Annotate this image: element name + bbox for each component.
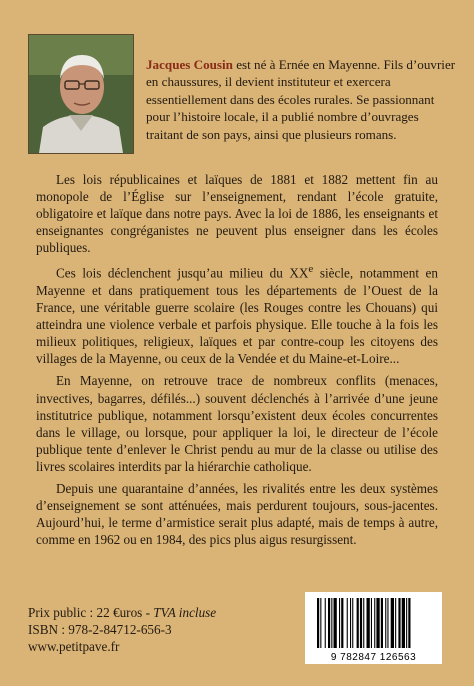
author-photo [28,34,134,154]
author-bio-text: est né à Ernée en Mayenne. Fils d’ouvrier en chaussures, il devient instituteur et exercera essentiellement dans des écoles rurales. Se passionnant pour l’histoire locale, il a publié nombre d’ouvrages traitant de son pays, ainsi que plusieurs romans. [146,57,456,142]
summary-paragraph-4: Depuis une quarantaine d’années, les rivalités entre les deux systèmes d’enseignement se sont atténuées, mais perdurent toujours, sous-jacentes. Aujourd’hui, le terme d’armistice serait plus adapté, mais de temps à autre, comme en 1962 ou en 1984, des pics plus aigus resurgissent. [36,480,438,548]
back-cover-summary [36,171,438,553]
author-name: Jacques Cousin [146,57,233,72]
publication-info [28,604,278,656]
barcode-digits: 9 782847 126563 [330,652,417,663]
isbn: ISBN : 978-2-84712-656-3 [28,622,172,638]
summary-paragraph-3: En Mayenne, on retrouve trace de nombreux conflits (menaces, invectives, bagarres, défilés...) souvent déclenchés à l’arrivée d’une jeune institutrice publique, notamment lorsqu’existent deux écoles concurrentes dans le village, ou lorsque, pour appliquer la loi, le directeur de l’école publique tente d’enlever le Christ pendu au mur de la classe ou utilise des livres scolaires interdits par la hiérarchie catholique. [36,373,438,474]
isbn-barcode [305,592,442,664]
price-line [28,604,278,621]
summary-paragraph-2-rest: siècle, notamment en Mayenne et dans pratiquement tous les départements de l’Ouest de la France, une véritable guerre scolaire (les Rouges contre les Chouans) qui atteindra une violence verbale et parfois physique. Elle touche à la fois les milieux politiques, religieux, laïques et par contre-coup les citoyens des villages de la Mayenne, ou ceux de la Vendée et du Maine-et-Loire... [36,265,438,367]
author-bio [146,56,458,143]
barcode-icon [305,592,442,650]
tax-note: TVA incluse [153,605,217,620]
author-portrait-icon [29,35,133,153]
price: Prix public : 22 €uros - [28,605,154,620]
summary-paragraph-1: Les lois républicaines et laïques de 1881 et 1882 mettent fin au monopole de l’Église sur l’enseignement, rendant l’école gratuite, obligatoire et laïque dans notre pays. Avec la loi de 1886, les enseignants et enseignantes congréganistes ne peuvent plus enseigner dans les écoles publiques. [36,172,438,256]
summary-paragraph-2 [36,261,438,367]
summary-paragraph-2-start: Ces lois déclenchent jusqu’au milieu du XX [56,265,309,281]
publisher-website: www.petitpave.fr [28,639,120,655]
century-superscript: e [308,263,314,276]
